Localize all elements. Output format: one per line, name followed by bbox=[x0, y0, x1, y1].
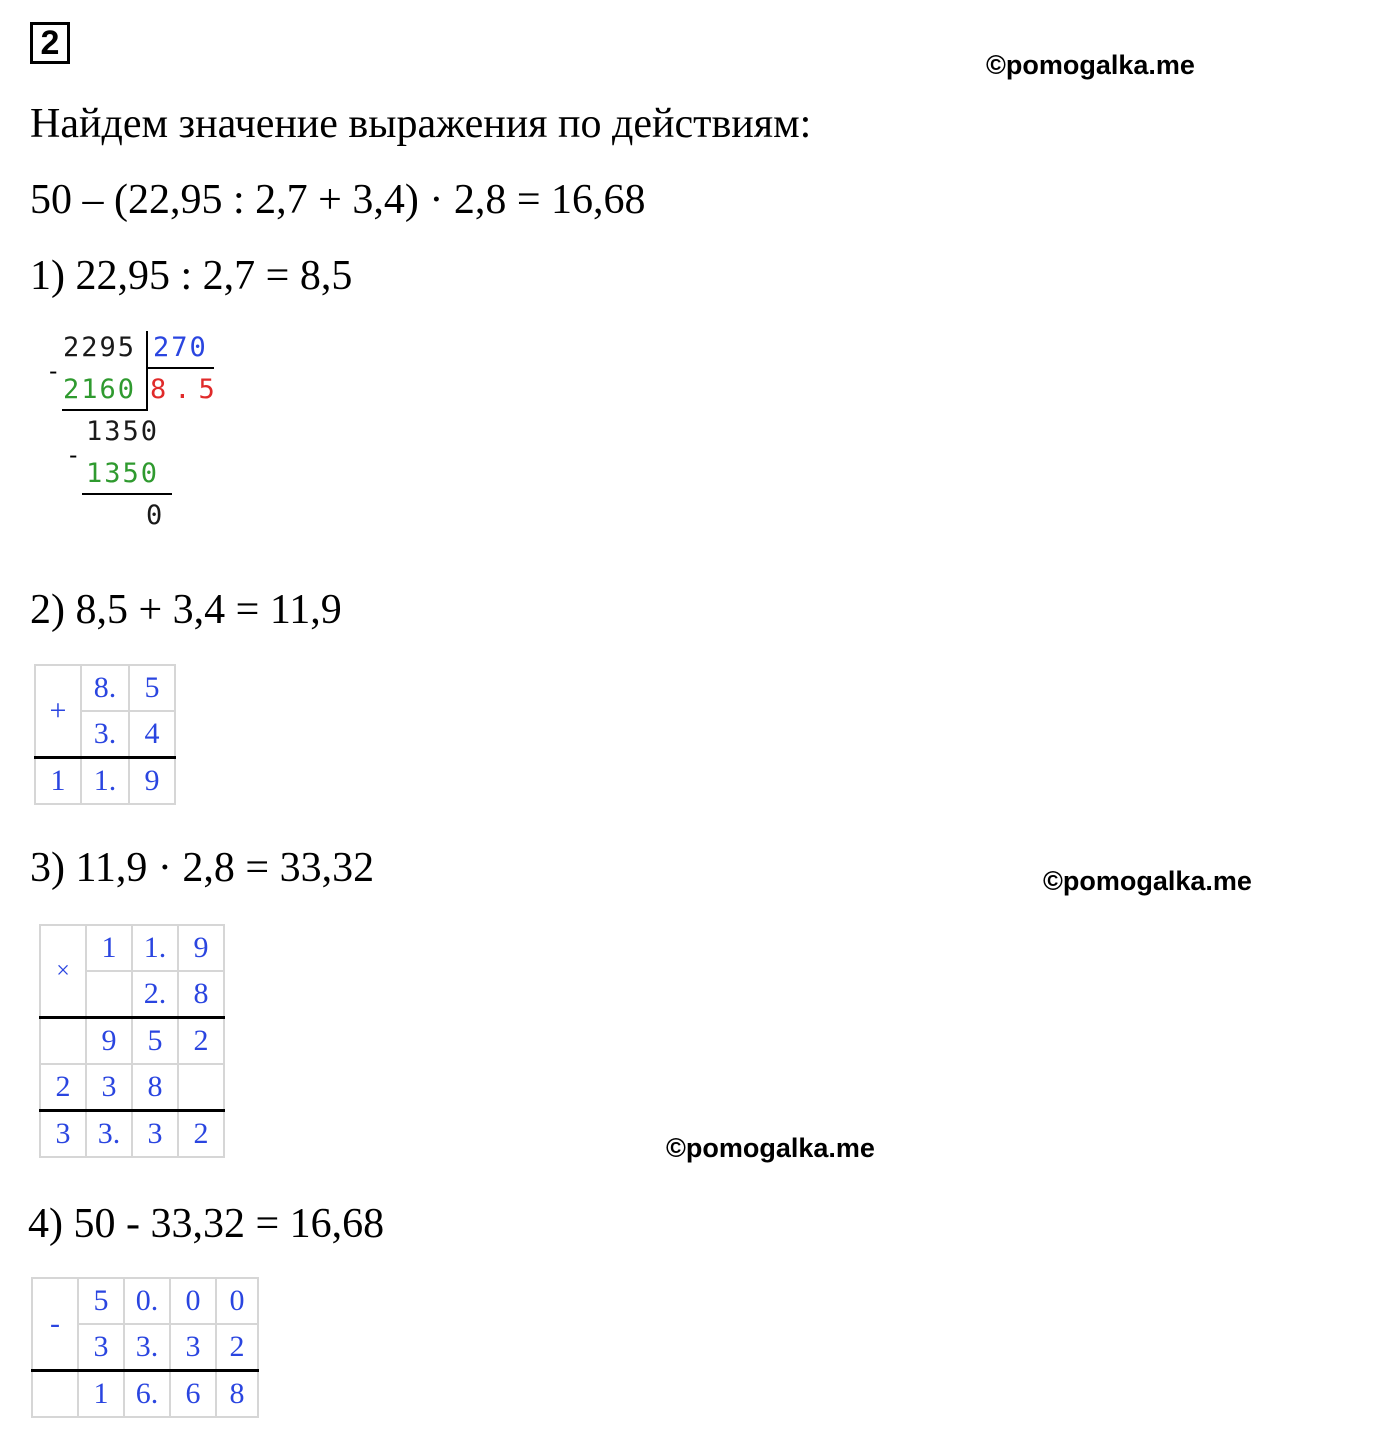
expression: 50 – (22,95 : 2,7 + 3,4) · 2,8 = 16,68 bbox=[30, 177, 646, 223]
grid-cell: 1 bbox=[86, 925, 132, 971]
grid-cell: 9 bbox=[178, 925, 224, 971]
grid-cell: 1 bbox=[78, 1371, 124, 1418]
grid-cell: 1. bbox=[132, 925, 178, 971]
grid-cell: 3 bbox=[132, 1111, 178, 1158]
step-3-label: 3) 11,9 · 2,8 = 33,32 bbox=[30, 845, 375, 891]
subtraction-grid bbox=[31, 1277, 259, 1418]
grid-row bbox=[40, 1018, 224, 1065]
watermark: ©pomogalka.me bbox=[986, 50, 1195, 80]
grid-cell bbox=[32, 1371, 78, 1418]
grid-cell: 2 bbox=[178, 1018, 224, 1065]
grid-cell: 8 bbox=[132, 1064, 178, 1111]
subtract-1: 2160 bbox=[63, 374, 137, 405]
grid-cell: 1. bbox=[81, 758, 129, 805]
grid-cell: 3 bbox=[78, 1324, 124, 1371]
grid-row bbox=[35, 758, 175, 805]
multiplication-grid bbox=[39, 924, 225, 1158]
underline-2 bbox=[82, 493, 172, 495]
addition-grid bbox=[34, 664, 176, 805]
dividend: 2295 bbox=[63, 332, 137, 363]
grid-row bbox=[40, 925, 224, 971]
grid-cell: 5 bbox=[132, 1018, 178, 1065]
grid-cell: 6. bbox=[124, 1371, 170, 1418]
long-division bbox=[40, 325, 240, 545]
minus-sign: - bbox=[46, 357, 61, 385]
step-2-label: 2) 8,5 + 3,4 = 11,9 bbox=[30, 587, 342, 633]
grid-cell: 2 bbox=[40, 1064, 86, 1111]
step-4-label: 4) 50 - 33,32 = 16,68 bbox=[28, 1201, 385, 1247]
grid-cell: 2. bbox=[132, 971, 178, 1018]
grid-cell: 3. bbox=[124, 1324, 170, 1371]
divisor-line bbox=[146, 367, 214, 369]
grid-cell: 2 bbox=[178, 1111, 224, 1158]
step-1-label: 1) 22,95 : 2,7 = 8,5 bbox=[30, 253, 353, 299]
grid-cell bbox=[178, 1064, 224, 1111]
grid-cell: 5 bbox=[78, 1278, 124, 1324]
grid-cell: 9 bbox=[129, 758, 175, 805]
grid-cell: 0. bbox=[124, 1278, 170, 1324]
grid-cell: 3. bbox=[86, 1111, 132, 1158]
grid-cell bbox=[86, 971, 132, 1018]
grid-cell: 3 bbox=[170, 1324, 216, 1371]
grid-row bbox=[35, 665, 175, 711]
division-result: 0 bbox=[146, 500, 165, 531]
minus-sign: - bbox=[66, 441, 81, 469]
intro-text: Найдем значение выражения по действиям: bbox=[30, 101, 812, 147]
grid-cell: 3 bbox=[40, 1111, 86, 1158]
grid-cell: 1 bbox=[35, 758, 81, 805]
grid-cell: 0 bbox=[216, 1278, 258, 1324]
operator: + bbox=[35, 665, 81, 758]
task-number: 2 bbox=[30, 22, 70, 64]
subtract-2: 1350 bbox=[86, 458, 160, 489]
grid-cell: 4 bbox=[129, 711, 175, 758]
remainder-1: 1350 bbox=[86, 416, 160, 447]
grid-row bbox=[40, 1111, 224, 1158]
quotient: 8.5 bbox=[150, 374, 223, 405]
underline-1 bbox=[62, 409, 146, 411]
grid-cell: 8 bbox=[216, 1371, 258, 1418]
grid-cell: 8 bbox=[178, 971, 224, 1018]
grid-row bbox=[32, 1371, 258, 1418]
watermark: ©pomogalka.me bbox=[1043, 866, 1252, 896]
grid-cell: 3. bbox=[81, 711, 129, 758]
grid-cell: 2 bbox=[216, 1324, 258, 1371]
operator: - bbox=[32, 1278, 78, 1371]
grid-row bbox=[32, 1278, 258, 1324]
watermark: ©pomogalka.me bbox=[666, 1133, 875, 1163]
grid-cell: 9 bbox=[86, 1018, 132, 1065]
division-bar bbox=[146, 331, 148, 411]
grid-row bbox=[40, 1064, 224, 1111]
operator: × bbox=[40, 925, 86, 1018]
grid-cell: 3 bbox=[86, 1064, 132, 1111]
grid-cell: 0 bbox=[170, 1278, 216, 1324]
grid-cell: 5 bbox=[129, 665, 175, 711]
grid-cell: 6 bbox=[170, 1371, 216, 1418]
divisor: 270 bbox=[153, 332, 208, 363]
grid-cell bbox=[40, 1018, 86, 1065]
grid-cell: 8. bbox=[81, 665, 129, 711]
